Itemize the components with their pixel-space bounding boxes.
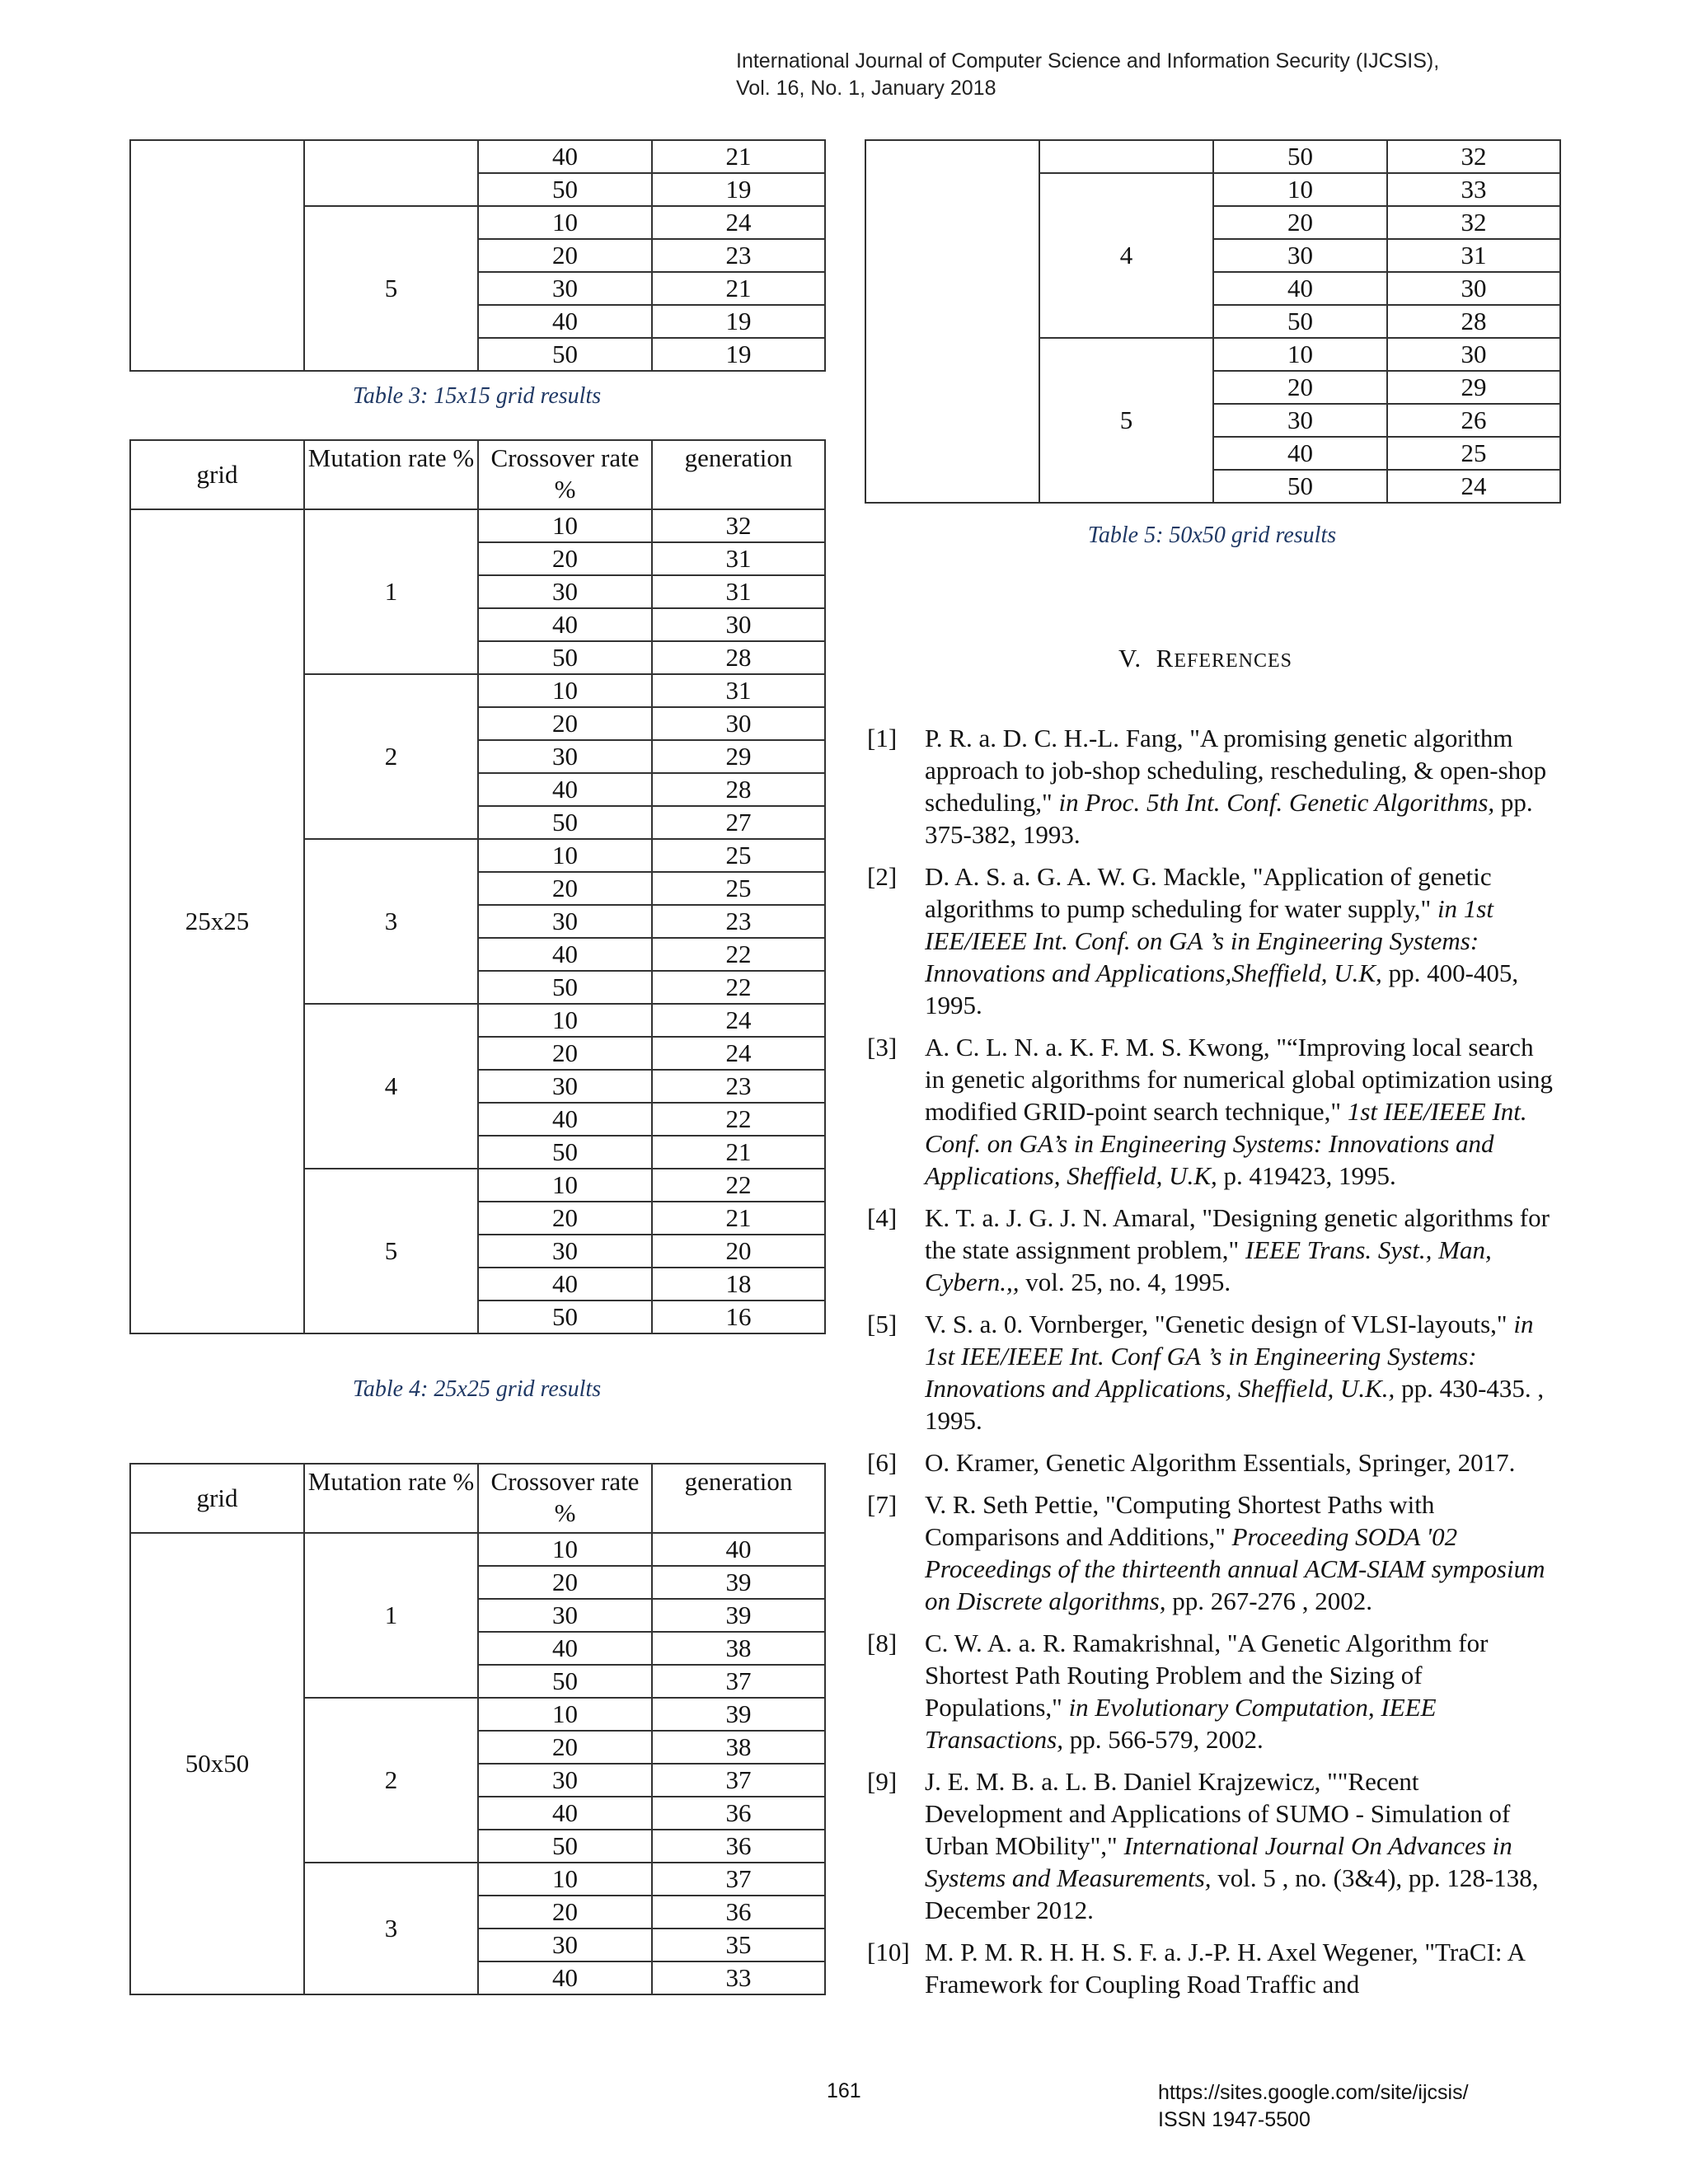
- generation-cell: 21: [652, 140, 825, 173]
- generation-cell: 37: [652, 1863, 825, 1896]
- footer-issn: ISSN 1947-5500: [1158, 2108, 1311, 2131]
- header-grid: grid: [130, 440, 304, 509]
- generation-cell: 31: [652, 542, 825, 575]
- crossover-cell: 20: [1213, 206, 1387, 239]
- reference-text: P. R. a. D. C. H.-L. Fang, "A promising genetic algorithm approach to job-shop scheduling, rescheduling, & open-shop scheduling,": [925, 724, 1547, 817]
- generation-cell: 32: [1387, 206, 1560, 239]
- crossover-cell: 50: [1213, 470, 1387, 503]
- table-row: [130, 140, 825, 173]
- crossover-cell: 20: [478, 1202, 652, 1235]
- journal-header: [736, 48, 1439, 102]
- reference-number: [5]: [867, 1310, 898, 1338]
- reference-tail: pp. 430-435. , 1995.: [925, 1374, 1545, 1435]
- crossover-cell: 10: [478, 509, 652, 542]
- reference-item: [867, 1765, 1559, 1926]
- crossover-cell: 50: [478, 173, 652, 206]
- crossover-cell: 30: [478, 1235, 652, 1268]
- crossover-cell: 30: [478, 575, 652, 608]
- crossover-cell: 10: [1213, 173, 1387, 206]
- crossover-cell: 30: [478, 1929, 652, 1961]
- generation-cell: 39: [652, 1599, 825, 1632]
- reference-venue: International Journal On Advances in Systems and Measurements,: [925, 1831, 1512, 1892]
- table-header-row: [130, 440, 825, 509]
- crossover-cell: 30: [478, 740, 652, 773]
- reference-venue: in 1st IEE/IEEE Int. Conf. on GA ’s in Engineering Systems: Innovations and Applications,Sheffield, U.K,: [925, 894, 1493, 987]
- table-4: [129, 439, 826, 1334]
- generation-cell: 21: [652, 272, 825, 305]
- table-5-start: [129, 1463, 826, 1995]
- mutation-cell: 1: [304, 509, 478, 674]
- crossover-cell: 40: [1213, 437, 1387, 470]
- header-mutation: Mutation rate %: [304, 440, 478, 509]
- references-title-rest: EFERENCES: [1174, 650, 1293, 672]
- reference-text: A. C. L. N. a. K. F. M. S. Kwong, "“Improving local search in genetic algorithms for numerical global optimization using modified GRID-point search technique,": [925, 1033, 1553, 1126]
- crossover-cell: 30: [478, 272, 652, 305]
- crossover-cell: 20: [478, 1731, 652, 1764]
- reference-venue: IEEE Trans. Syst., Man, Cybern.,,: [925, 1235, 1492, 1296]
- mutation-cell: 1: [304, 1533, 478, 1698]
- generation-cell: 21: [652, 1136, 825, 1169]
- crossover-cell: 50: [478, 1301, 652, 1333]
- crossover-cell: 20: [478, 542, 652, 575]
- crossover-cell: 10: [478, 1004, 652, 1037]
- crossover-cell: 20: [478, 707, 652, 740]
- generation-cell: 23: [652, 1070, 825, 1103]
- crossover-cell: 40: [478, 1961, 652, 1994]
- generation-cell: 22: [652, 1169, 825, 1202]
- reference-text: C. W. A. a. R. Ramakrishnal, "A Genetic Algorithm for Shortest Path Routing Problem and the Sizing of Populations,": [925, 1629, 1489, 1722]
- generation-cell: 28: [652, 641, 825, 674]
- reference-text: K. T. a. J. G. J. N. Amaral, "Designing genetic algorithms for the state assignment problem,": [925, 1203, 1550, 1264]
- table-4-caption: Table 4: 25x25 grid results: [352, 1376, 602, 1402]
- crossover-cell: 30: [478, 905, 652, 938]
- reference-item: [867, 1488, 1559, 1617]
- crossover-cell: 10: [478, 674, 652, 707]
- crossover-cell: 30: [478, 1764, 652, 1797]
- crossover-cell: 50: [478, 806, 652, 839]
- reference-text: D. A. S. a. G. A. W. G. Mackle, "Application of genetic algorithms to pump scheduling for water supply,": [925, 862, 1492, 923]
- generation-cell: 31: [652, 674, 825, 707]
- generation-cell: 25: [1387, 437, 1560, 470]
- generation-cell: 19: [652, 338, 825, 371]
- reference-item: [867, 1202, 1559, 1298]
- references-heading: [1118, 644, 1292, 673]
- crossover-cell: 10: [1213, 338, 1387, 371]
- reference-venue: in 1st IEE/IEEE Int. Conf GA ’s in Engineering Systems: Innovations and Applications, Sheffield, U.K.,: [925, 1310, 1534, 1403]
- grid-cell: 50x50: [130, 1533, 304, 1994]
- crossover-cell: 40: [478, 1103, 652, 1136]
- mutation-cell: 5: [1039, 338, 1213, 503]
- crossover-cell: 50: [478, 641, 652, 674]
- generation-cell: 39: [652, 1566, 825, 1599]
- crossover-cell: 40: [478, 1632, 652, 1665]
- generation-cell: 24: [652, 1004, 825, 1037]
- crossover-cell: 10: [478, 1169, 652, 1202]
- generation-cell: 27: [652, 806, 825, 839]
- crossover-cell: 10: [478, 1698, 652, 1731]
- table-row: [130, 1533, 825, 1566]
- table-3-continuation: [129, 139, 826, 372]
- generation-cell: 23: [652, 905, 825, 938]
- crossover-cell: 40: [478, 305, 652, 338]
- reference-number: [2]: [867, 862, 898, 891]
- reference-venue: Proceeding SODA '02 Proceedings of the thirteenth annual ACM-SIAM symposium on Discrete algorithms,: [925, 1522, 1545, 1615]
- header-generation: generation: [652, 440, 825, 509]
- crossover-cell: 50: [478, 338, 652, 371]
- reference-number: [10]: [867, 1938, 910, 1966]
- generation-cell: 24: [1387, 470, 1560, 503]
- crossover-cell: 40: [478, 608, 652, 641]
- crossover-cell: 40: [478, 140, 652, 173]
- crossover-cell: 30: [1213, 404, 1387, 437]
- reference-item: [867, 860, 1559, 1021]
- crossover-cell: 20: [478, 1037, 652, 1070]
- footer-info: [1158, 2079, 1469, 2134]
- generation-cell: 23: [652, 239, 825, 272]
- generation-cell: 22: [652, 971, 825, 1004]
- header-grid: grid: [130, 1464, 304, 1533]
- reference-number: [9]: [867, 1767, 898, 1796]
- header-generation: generation: [652, 1464, 825, 1533]
- reference-item: [867, 722, 1559, 851]
- footer-url: https://sites.google.com/site/ijcsis/: [1158, 2081, 1469, 2104]
- reference-text: O. Kramer, Genetic Algorithm Essentials, Springer, 2017.: [925, 1448, 1516, 1477]
- generation-cell: 29: [1387, 371, 1560, 404]
- crossover-cell: 40: [478, 938, 652, 971]
- generation-cell: 35: [652, 1929, 825, 1961]
- table-row: [130, 509, 825, 542]
- crossover-cell: 30: [478, 1599, 652, 1632]
- grid-cell: 25x25: [130, 509, 304, 1333]
- mutation-cell: 3: [304, 1863, 478, 1994]
- generation-cell: 37: [652, 1764, 825, 1797]
- mutation-cell: 2: [304, 674, 478, 839]
- reference-venue: in Evolutionary Computation, IEEE Transactions,: [925, 1693, 1437, 1754]
- crossover-cell: 50: [478, 971, 652, 1004]
- generation-cell: 19: [652, 173, 825, 206]
- crossover-cell: 40: [478, 773, 652, 806]
- generation-cell: 32: [1387, 140, 1560, 173]
- reference-text: M. P. M. R. H. H. S. F. a. J.-P. H. Axel Wegener, "TraCI: A Framework for Coupling Road Traffic and: [925, 1938, 1525, 1999]
- reference-tail: vol. 25, no. 4, 1995.: [1019, 1268, 1231, 1296]
- reference-tail: pp. 566-579, 2002.: [1062, 1725, 1264, 1754]
- generation-cell: 30: [1387, 272, 1560, 305]
- generation-cell: 38: [652, 1731, 825, 1764]
- generation-cell: 33: [652, 1961, 825, 1994]
- crossover-cell: 20: [478, 872, 652, 905]
- generation-cell: 36: [652, 1797, 825, 1830]
- reference-item: [867, 1446, 1559, 1479]
- generation-cell: 16: [652, 1301, 825, 1333]
- generation-cell: 32: [652, 509, 825, 542]
- page-number: 161: [827, 2079, 861, 2102]
- crossover-cell: 10: [478, 1533, 652, 1566]
- generation-cell: 30: [1387, 338, 1560, 371]
- generation-cell: 22: [652, 1103, 825, 1136]
- table-5-continuation: [865, 139, 1561, 504]
- mutation-cell: 3: [304, 839, 478, 1004]
- crossover-cell: 30: [1213, 239, 1387, 272]
- references-list: [867, 722, 1559, 2010]
- table-3-caption: Table 3: 15x15 grid results: [352, 383, 602, 409]
- generation-cell: 31: [652, 575, 825, 608]
- crossover-cell: 40: [478, 1268, 652, 1301]
- mutation-cell: [1039, 140, 1213, 173]
- generation-cell: 33: [1387, 173, 1560, 206]
- mutation-cell: 2: [304, 1698, 478, 1863]
- generation-cell: 30: [652, 707, 825, 740]
- generation-cell: 22: [652, 938, 825, 971]
- crossover-cell: 40: [1213, 272, 1387, 305]
- reference-item: [867, 1308, 1559, 1436]
- generation-cell: 19: [652, 305, 825, 338]
- table-header-row: [130, 1464, 825, 1533]
- reference-tail: p. 419423, 1995.: [1217, 1161, 1396, 1190]
- generation-cell: 28: [1387, 305, 1560, 338]
- crossover-cell: 50: [478, 1830, 652, 1863]
- generation-cell: 28: [652, 773, 825, 806]
- crossover-cell: 50: [478, 1665, 652, 1698]
- crossover-cell: 50: [1213, 305, 1387, 338]
- grid-cell: [865, 140, 1039, 503]
- reference-text: J. E. M. B. a. L. B. Daniel Krajzewicz, ""Recent Development and Applications of SUMO - Simulation of Urban MObility",": [925, 1767, 1511, 1860]
- crossover-cell: 50: [478, 1136, 652, 1169]
- header-crossover: Crossover rate %: [478, 440, 652, 509]
- mutation-cell: 5: [304, 1169, 478, 1333]
- crossover-cell: 50: [1213, 140, 1387, 173]
- generation-cell: 26: [1387, 404, 1560, 437]
- crossover-cell: 10: [478, 839, 652, 872]
- reference-item: [867, 1031, 1559, 1192]
- mutation-cell: 5: [304, 206, 478, 371]
- generation-cell: 18: [652, 1268, 825, 1301]
- references-section-number: V.: [1118, 644, 1142, 673]
- reference-tail: pp. 267-276 , 2002.: [1165, 1586, 1373, 1615]
- generation-cell: 39: [652, 1698, 825, 1731]
- journal-header-line2: Vol. 16, No. 1, January 2018: [736, 77, 996, 100]
- table-row: [865, 140, 1560, 173]
- grid-cell: [130, 140, 304, 371]
- header-crossover: Crossover rate %: [478, 1464, 652, 1533]
- reference-number: [4]: [867, 1203, 898, 1232]
- crossover-cell: 40: [478, 1797, 652, 1830]
- reference-number: [3]: [867, 1033, 898, 1062]
- crossover-cell: 10: [478, 1863, 652, 1896]
- generation-cell: 40: [652, 1533, 825, 1566]
- table-5-caption: Table 5: 50x50 grid results: [1087, 523, 1337, 548]
- generation-cell: 20: [652, 1235, 825, 1268]
- reference-tail: pp. 375-382, 1993.: [925, 788, 1533, 849]
- reference-number: [1]: [867, 724, 898, 752]
- generation-cell: 31: [1387, 239, 1560, 272]
- reference-venue: in Proc. 5th Int. Conf. Genetic Algorithms,: [1058, 788, 1495, 817]
- generation-cell: 38: [652, 1632, 825, 1665]
- journal-header-line1: International Journal of Computer Science and Information Security (IJCSIS),: [736, 49, 1440, 73]
- crossover-cell: 30: [478, 1070, 652, 1103]
- reference-number: [8]: [867, 1629, 898, 1657]
- mutation-cell: 4: [1039, 173, 1213, 338]
- generation-cell: 37: [652, 1665, 825, 1698]
- reference-venue: 1st IEE/IEEE Int. Conf. on GA’s in Engineering Systems: Innovations and Applications, Sheffield, U.K,: [925, 1097, 1527, 1190]
- generation-cell: 25: [652, 839, 825, 872]
- reference-item: [867, 1936, 1559, 2000]
- crossover-cell: 20: [478, 239, 652, 272]
- mutation-cell: 4: [304, 1004, 478, 1169]
- crossover-cell: 20: [1213, 371, 1387, 404]
- generation-cell: 36: [652, 1830, 825, 1863]
- reference-text: V. S. a. 0. Vornberger, "Genetic design of VLSI-layouts,": [925, 1310, 1514, 1338]
- header-mutation: Mutation rate %: [304, 1464, 478, 1533]
- generation-cell: 21: [652, 1202, 825, 1235]
- generation-cell: 24: [652, 1037, 825, 1070]
- crossover-cell: 20: [478, 1896, 652, 1929]
- reference-item: [867, 1627, 1559, 1755]
- reference-tail: vol. 5 , no. (3&4), pp. 128-138, December 2012.: [925, 1863, 1539, 1924]
- reference-tail: pp. 400-405, 1995.: [925, 958, 1519, 1019]
- crossover-cell: 20: [478, 1566, 652, 1599]
- reference-number: [6]: [867, 1448, 898, 1477]
- generation-cell: 25: [652, 872, 825, 905]
- generation-cell: 36: [652, 1896, 825, 1929]
- mutation-cell: [304, 140, 478, 206]
- reference-text: V. R. Seth Pettie, "Computing Shortest Paths with Comparisons and Additions,": [925, 1490, 1435, 1551]
- reference-number: [7]: [867, 1490, 898, 1519]
- crossover-cell: 10: [478, 206, 652, 239]
- generation-cell: 29: [652, 740, 825, 773]
- generation-cell: 24: [652, 206, 825, 239]
- generation-cell: 30: [652, 608, 825, 641]
- references-title-initial: R: [1156, 644, 1175, 673]
